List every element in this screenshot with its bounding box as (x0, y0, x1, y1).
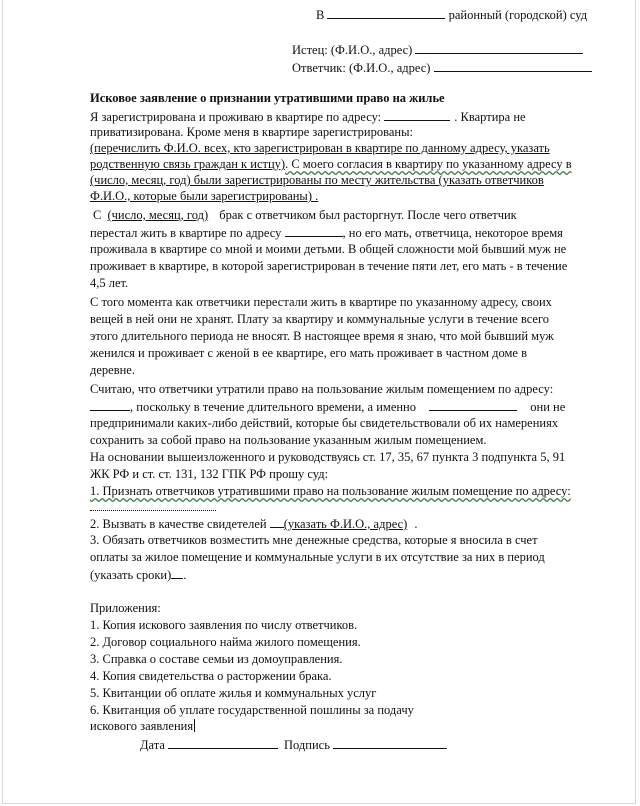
signature-blank[interactable] (333, 737, 447, 749)
defendant-blank[interactable] (434, 60, 592, 72)
p2-line1: С (число, месяц, год) брак с ответчиком был расторгнут. После чего ответчик (93, 208, 517, 222)
date-line (140, 737, 278, 753)
p2-line2: перестал жить в квартире по адресу , но его мать, ответчица, некоторое время (90, 226, 563, 240)
p1-line4: родственную связь граждан к истцу). С моего согласия в квартиру по указанному адресу в (90, 157, 572, 171)
terms-blank[interactable] (171, 567, 183, 579)
p1-line2: приватизирована. Кроме меня в квартире зарегистрированы: (90, 125, 413, 139)
text-cursor (194, 719, 195, 732)
attachment-item: 2. Договор социального найма жилого помещения. (90, 635, 361, 649)
date-divorce-blank[interactable]: (число, месяц, год) (107, 208, 209, 222)
address-blank-4[interactable] (90, 499, 216, 511)
p3-line5: деревне. (90, 363, 135, 377)
request-2: 2. Вызвать в качестве свидетелей (указать Ф.И.О., адрес) . (90, 517, 418, 531)
p5-line2: ЖК РФ и ст. ст. 131, 132 ГПК РФ прошу суд: (90, 467, 329, 481)
p4-line3: предпринимали каких-либо действий, которые бы свидетельствовали об их намерениях (90, 416, 559, 430)
attachment-item: 1. Копия искового заявления по числу ответчиков. (90, 618, 358, 632)
p1-line3: (перечислить Ф.И.О. всех, кто зарегистрирован в квартире по данному адресу, указать (90, 141, 550, 155)
request-3-line3: (указать сроки) . (90, 568, 187, 582)
p2-line4: проживает в квартире, в которой зарегистрирован в течение пяти лет, его мать - в течение (90, 259, 568, 273)
request-3-line1: 3. Обязать ответчиков возместить мне денежные средства, которые я вносила в счет (90, 533, 538, 547)
attachment-item: 3. Справка о составе семьи из домоуправления. (90, 652, 343, 666)
p1-line1: Я зарегистрирована и проживаю в квартире по адресу: . Квартира не (90, 110, 526, 124)
address-blank[interactable] (384, 109, 450, 121)
defendant-label: Ответчик: (Ф.И.О., адрес) (292, 61, 431, 75)
plaintiff-label: Истец: (Ф.И.О., адрес) (292, 43, 413, 57)
attachment-item-cont: искового заявления (90, 719, 194, 733)
document-title: Исковое заявление о признании утратившими право на жилье (90, 91, 445, 105)
court-line (316, 7, 587, 23)
plaintiff-blank[interactable] (415, 42, 583, 54)
p4-line2: , поскольку в течение длительного времени, а именно они не (90, 399, 565, 415)
defendant-line (292, 60, 592, 76)
p3-line3: этого длительного периода не вносят. В настоящее время я знаю, что мой бывший муж (90, 329, 554, 343)
p3-line1: С того момента как ответчики перестали жить в квартире по указанному адресу, своих (90, 295, 552, 309)
date-label: Дата (140, 738, 165, 752)
attachment-item: 4. Копия свидетельства о расторжении брака. (90, 669, 332, 683)
period-blank[interactable] (429, 399, 517, 411)
attachments-heading: Приложения: (90, 601, 161, 615)
attachment-item: 5. Квитанции об оплате жилья и коммунальных услуг (90, 686, 377, 700)
court-blank[interactable] (327, 7, 445, 19)
request-1-blank-line (90, 499, 216, 515)
attachment-item: 6. Квитанция об уплате государственной пошлины за подачу (90, 703, 414, 717)
plaintiff-line (292, 42, 583, 58)
p2-line3: проживала в квартире со мной и моими детьми. В общей сложности мой бывший муж не (90, 242, 567, 256)
request-3-line2: оплаты за жилое помещение и коммунальные услуги в их отсутствие за них в период (90, 550, 545, 564)
p4-line4: сохранить за собой право на пользование указанным жилым помещением. (90, 433, 487, 447)
witness-blank[interactable]: (указать Ф.И.О., адрес) (283, 517, 408, 531)
signature-line (284, 737, 447, 753)
court-prefix: В (316, 8, 325, 22)
p1-line6: Ф.И.О., которые были зарегистрированы) . (90, 189, 319, 203)
signature-label: Подпись (284, 738, 330, 752)
court-suffix: районный (городской) суд (448, 8, 588, 22)
address-blank-2[interactable] (285, 225, 343, 237)
p1-line5: (число, месяц, год) были зарегистрированы по месту жительства (указать ответчиков (90, 173, 544, 187)
p3-line2: вещей в ней они не хранят. Плату за квартиру и коммунальные услуги в течение всего (90, 312, 550, 326)
address-blank-3[interactable] (90, 399, 130, 411)
p3-line4: женился и проживает с женой в ее квартире, его мать проживает в частном доме в (90, 346, 528, 360)
p4-line1: Считаю, что ответчики утратили право на пользование жилым помещением по адресу: (90, 382, 554, 396)
request-1: 1. Признать ответчиков утратившими право на пользование жилым помещение по адресу: (90, 484, 571, 498)
date-blank[interactable] (168, 737, 278, 749)
p5-line1: На основании вышеизложенного и руководствуясь ст. 17, 35, 67 пункта 3 подпункта 5, 91 (90, 450, 566, 464)
p2-line5: 4,5 лет. (90, 276, 129, 290)
